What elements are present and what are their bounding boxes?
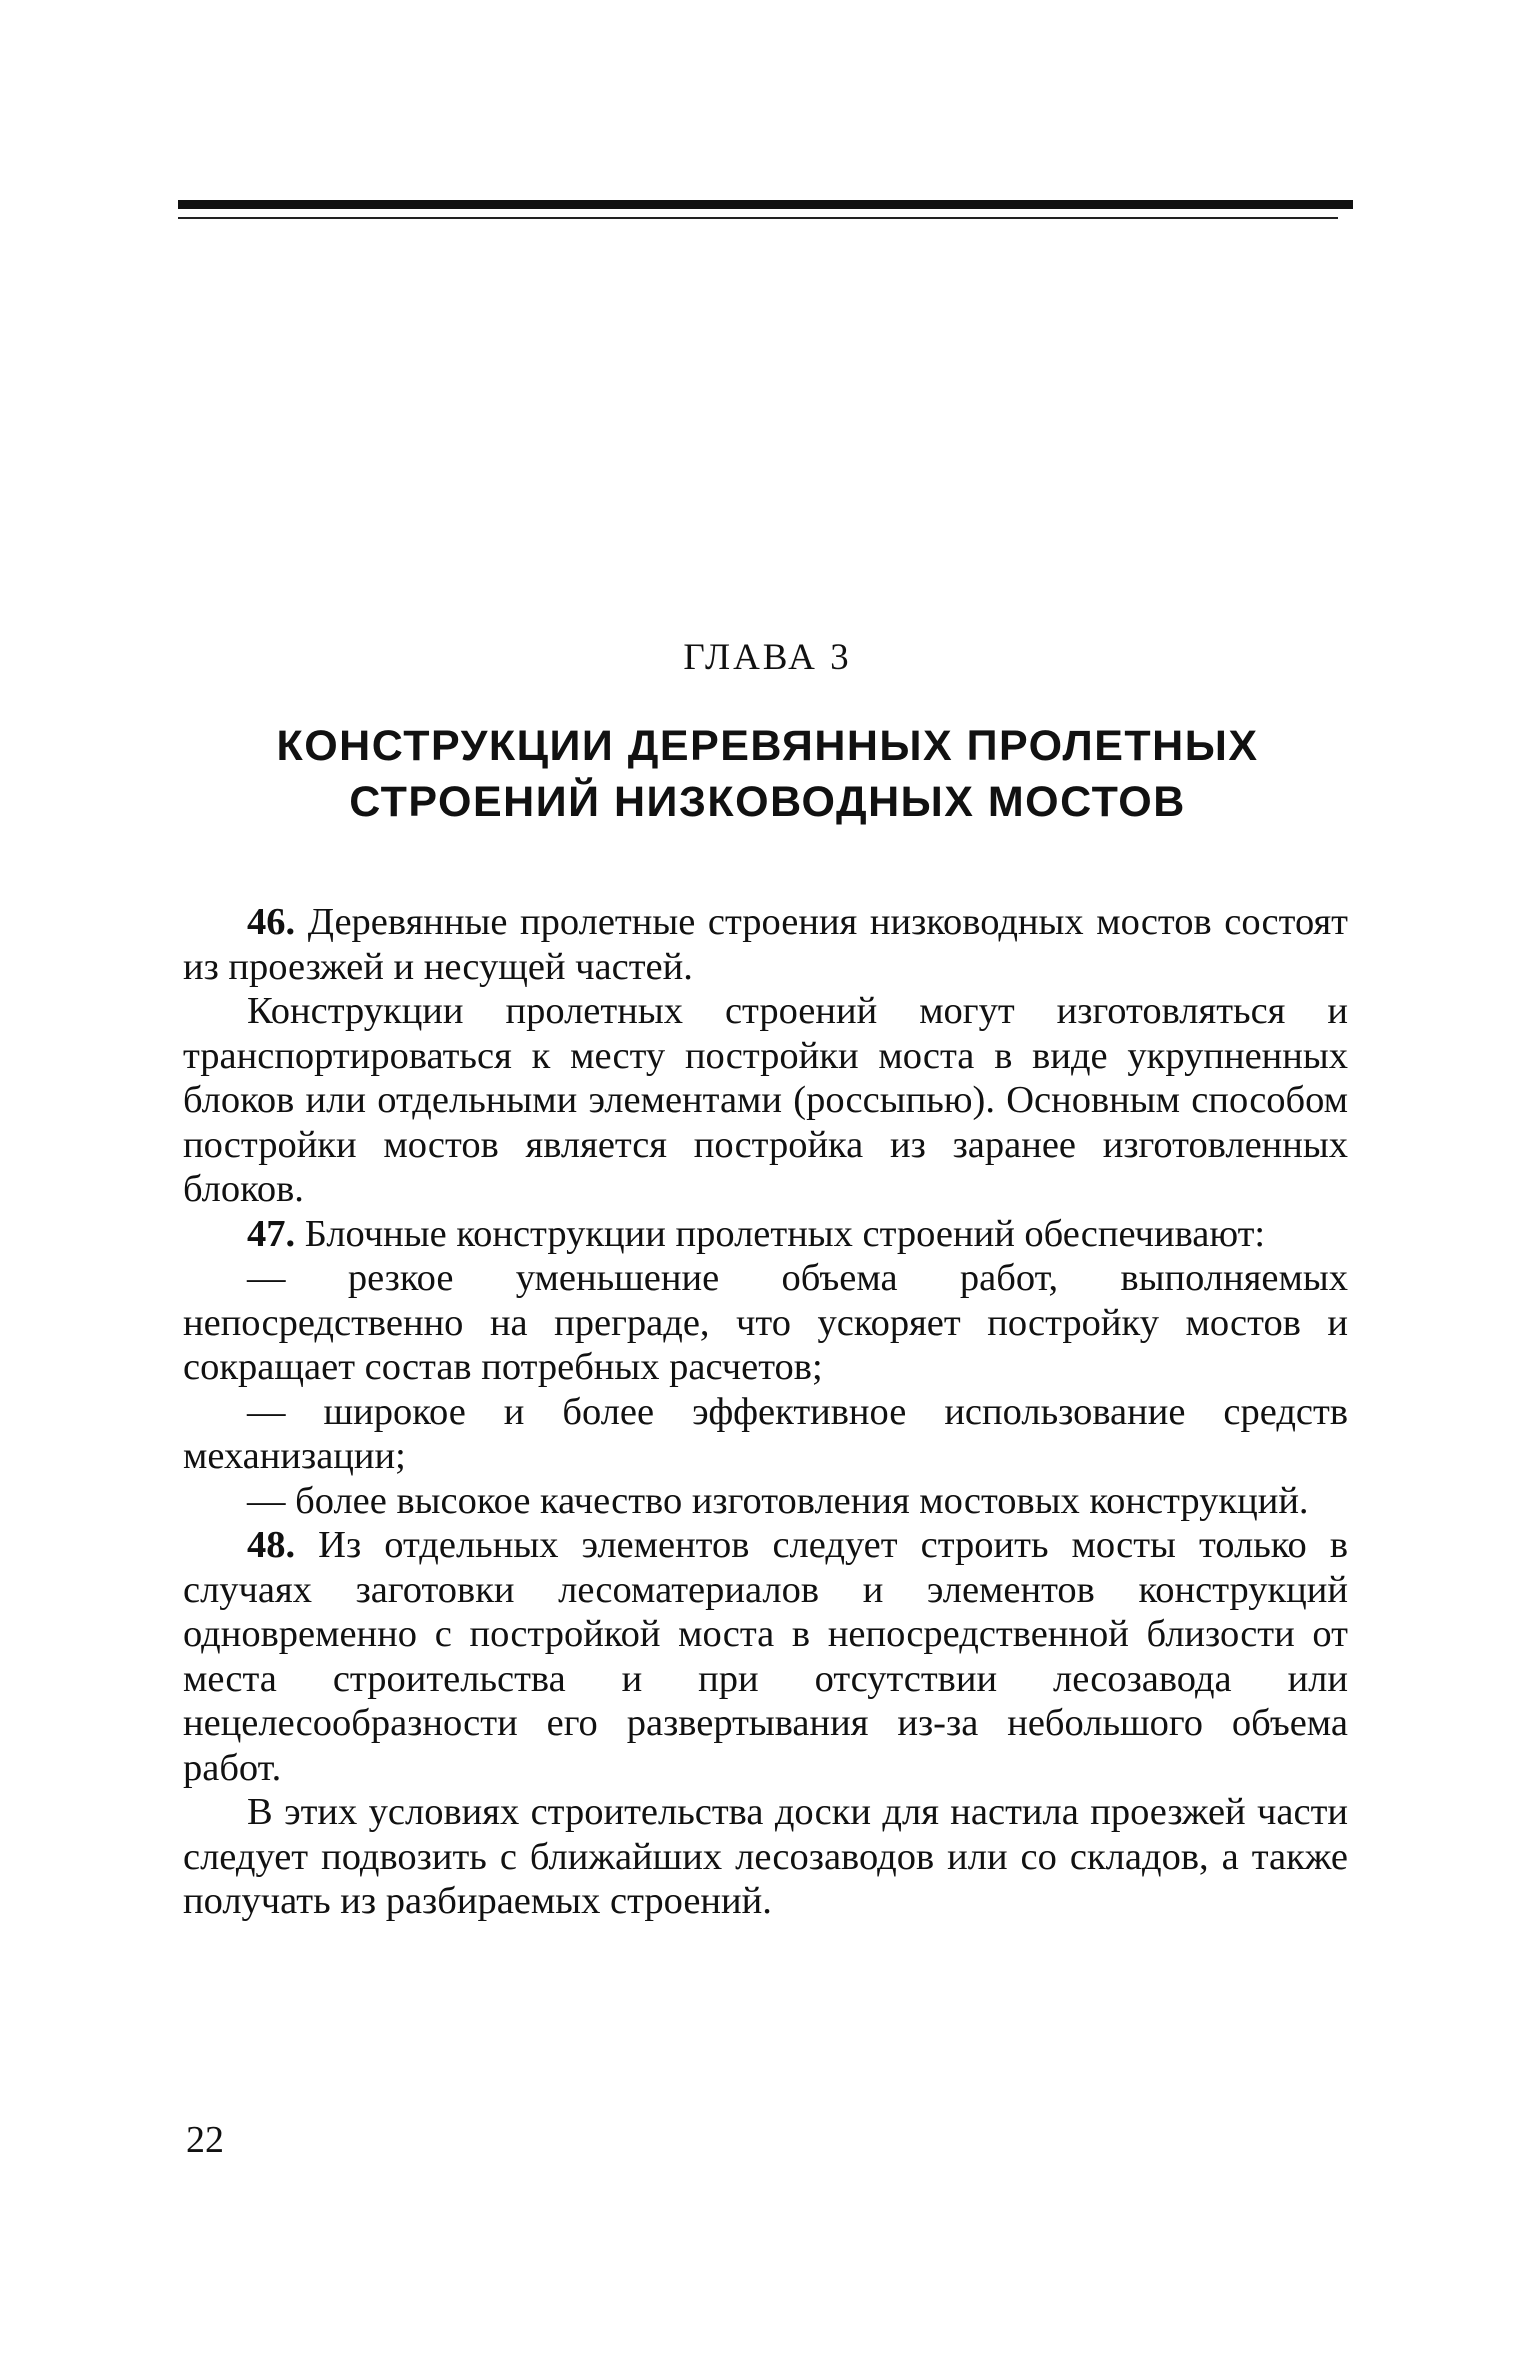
chapter-label: ГЛАВА 3 <box>683 637 852 678</box>
paragraph-text: Конструкции пролетных строений могут изготовляться и транспортироваться к месту постройки моста в виде укрупненных блоков или отдельными элементами (россыпью). Основным способом постройки мостов является постройка из заранее изготовленных блоков. <box>183 990 1348 1210</box>
list-item-text: — широкое и более эффективное использование средств механизации; <box>183 1390 1348 1477</box>
list-item-2 <box>183 1390 1348 1479</box>
list-item-3 <box>183 1479 1348 1524</box>
paragraph-number: 48. <box>247 1524 296 1566</box>
paragraph-46 <box>183 900 1348 989</box>
paragraph-47 <box>183 1212 1348 1257</box>
chapter-title-line-2: СТРОЕНИЙ НИЗКОВОДНЫХ МОСТОВ <box>349 778 1186 826</box>
chapter-title <box>150 718 1385 830</box>
list-item-text: — резкое уменьшение объема работ, выполняемых непосредственно на преграде, что ускоряет постройку мостов и сокращает состав потребных расчетов; <box>183 1257 1348 1388</box>
list-item-1 <box>183 1256 1348 1390</box>
page-number: 22 <box>186 2119 224 2161</box>
paragraph-48 <box>183 1523 1348 1790</box>
paragraph-text: Блочные конструкции пролетных строений обеспечивают: <box>304 1212 1266 1255</box>
paragraph-48-continued <box>183 1790 1348 1924</box>
body-text <box>183 900 1348 1924</box>
paragraph-text: В этих условиях строительства доски для настила проезжей части следует подвозить с ближайших лесозаводов или со складов, а также получать из разбираемых строений. <box>183 1791 1348 1922</box>
paragraph-text: Из отдельных элементов следует строить мосты только в случаях заготовки лесоматериалов и элементов конструкций одновременно с постройкой моста в непосредственной близости от места строительства и при отсутствии лесозавода или нецелесообразности его развертывания из-за небольшого объема работ. <box>183 1524 1348 1789</box>
paragraph-number: 47. <box>247 1212 296 1255</box>
chapter-title-line-1: КОНСТРУКЦИИ ДЕРЕВЯННЫХ ПРОЛЕТНЫХ <box>276 722 1259 770</box>
paragraph-number: 46. <box>247 901 296 943</box>
header-rule-thick <box>178 200 1353 209</box>
paragraph-text: Деревянные пролетные строения низководных мостов состоят из проезжей и несущей частей. <box>183 901 1349 988</box>
header-rule-thin <box>178 217 1338 219</box>
paragraph-46-continued <box>183 989 1348 1212</box>
list-item-text: — более высокое качество изготовления мостовых конструкций. <box>247 1479 1309 1522</box>
